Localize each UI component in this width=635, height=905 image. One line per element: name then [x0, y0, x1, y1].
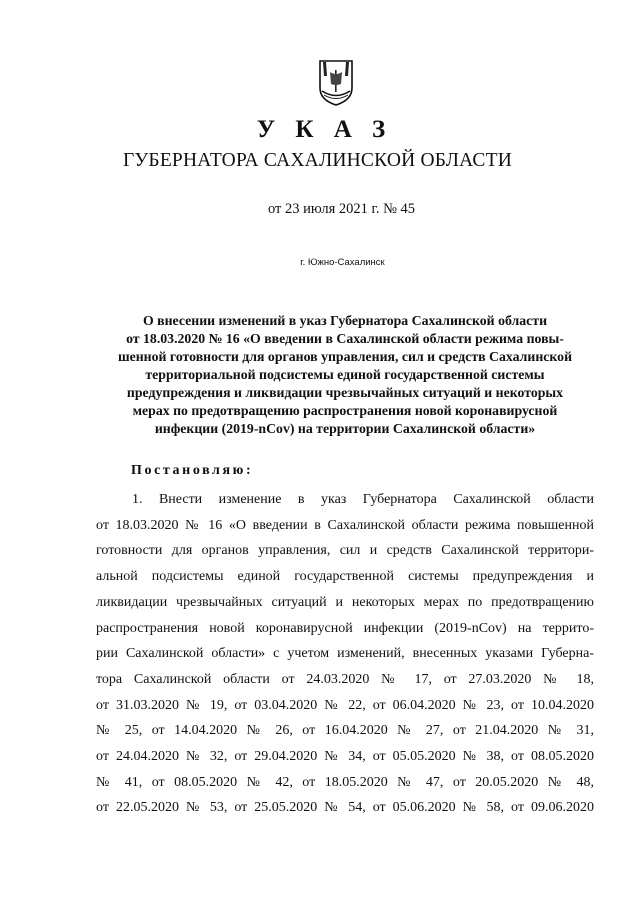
- heading-line: мерах по предотвращению распространения новой коронавирусной: [132, 403, 558, 418]
- coat-of-arms-emblem: [318, 58, 354, 106]
- heading-line: О внесении изменений в указ Губернатора Сахалинской области: [142, 313, 548, 328]
- heading-line: территориальной подсистемы единой государственной системы: [145, 367, 545, 382]
- decree-heading: [88, 312, 602, 438]
- body-line: от 18.03.2020 № 16 «О введении в Сахалинской области режима повышенной: [96, 517, 594, 533]
- body-line: от 31.03.2020 № 19, от 03.04.2020 № 22, от 06.04.2020 № 23, от 10.04.2020: [96, 697, 594, 713]
- body-line: от 24.04.2020 № 32, от 29.04.2020 № 34, от 05.05.2020 № 38, от 08.05.2020: [96, 749, 594, 765]
- decree-date-number: от 23 июля 2021 г. № 45: [267, 201, 416, 217]
- heading-line: предупреждения и ликвидации чрезвычайных ситуаций и некоторых: [126, 385, 564, 400]
- heading-line: инфекции (2019-nCov) на территории Сахалинской области»: [154, 421, 536, 436]
- body-line: № 41, от 08.05.2020 № 42, от 18.05.2020 № 47, от 20.05.2020 № 48,: [96, 774, 594, 790]
- body-line: ликвидации чрезвычайных ситуаций и некоторых мерах по предотвращению: [96, 594, 594, 610]
- resolution-label: Постановляю:: [131, 463, 254, 478]
- body-line: 1. Внести изменение в указ Губернатора Сахалинской области: [132, 492, 594, 507]
- document-subtitle: ГУБЕРНАТОРА САХАЛИНСКОЙ ОБЛАСТИ: [122, 150, 513, 171]
- body-line: готовности для органов управления, сил и средств Сахалинской территори-: [96, 543, 594, 559]
- body-line: № 25, от 14.04.2020 № 26, от 16.04.2020 № 27, от 21.04.2020 № 31,: [96, 723, 594, 739]
- body-line: от 22.05.2020 № 53, от 25.05.2020 № 54, от 05.06.2020 № 58, от 09.06.2020: [96, 800, 594, 816]
- city-label: г. Южно-Сахалинск: [300, 257, 385, 268]
- body-line: альной подсистемы единой государственной системы предупреждения и: [96, 569, 594, 585]
- decree-body: [96, 487, 594, 821]
- body-line: распространения новой коронавирусной инфекции (2019-nCov) на террито-: [96, 620, 594, 636]
- body-line: тора Сахалинской области от 24.03.2020 № 17, от 27.03.2020 № 18,: [96, 671, 594, 687]
- document-title: У К А З: [256, 116, 393, 143]
- heading-line: от 18.03.2020 № 16 «О введении в Сахалинской области режима повы-: [126, 331, 564, 346]
- body-line: рии Сахалинской области» с учетом изменений, внесенных указами Губерна-: [96, 646, 594, 662]
- heading-line: шенной готовности для органов управления, сил и средств Сахалинской: [117, 349, 573, 364]
